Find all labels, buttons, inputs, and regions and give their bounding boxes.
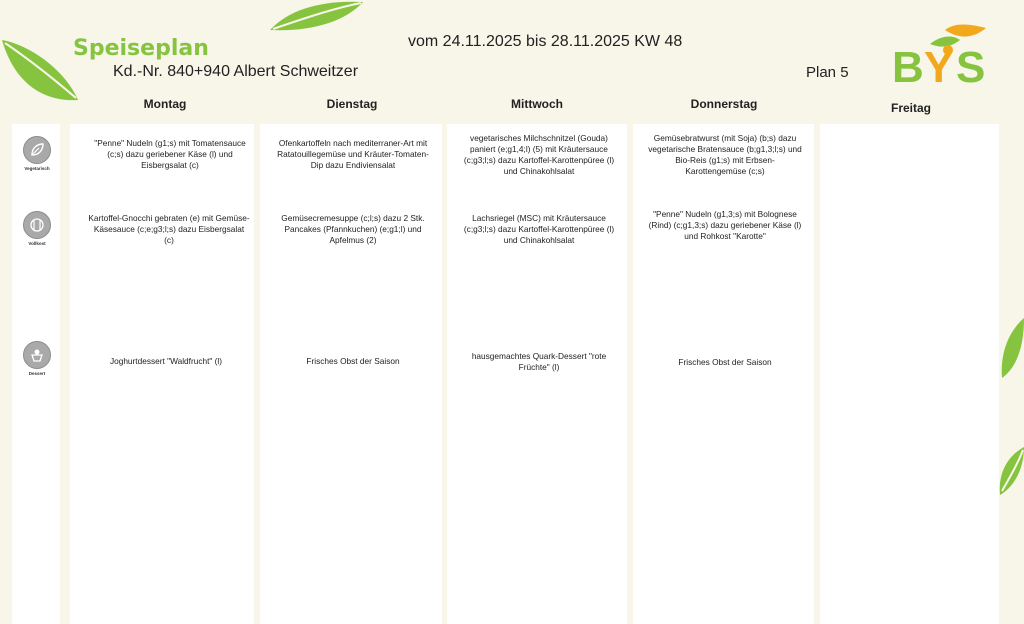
day-header-freitag: Freitag bbox=[890, 101, 931, 115]
date-range: vom 24.11.2025 bis 28.11.2025 KW 48 bbox=[408, 33, 683, 50]
page-title: Speiseplan bbox=[73, 36, 209, 61]
category-label-vegetarisch: Vegetarisch bbox=[24, 166, 50, 171]
leaf-decoration-right-2 bbox=[996, 445, 1024, 497]
column-donnerstag bbox=[633, 124, 814, 624]
dish-mittwoch-vegetarisch: vegetarisches Milchschnitzel (Gouda) paniert (e;g1,4;l) (5) mit Kräutersauce (c;g3;l;s) dazu Kartoffel-Karottenpüree (l) und Chinakohlsalat bbox=[463, 133, 615, 176]
dish-donnerstag-dessert: Frisches Obst der Saison bbox=[678, 357, 772, 367]
svg-text:B: B bbox=[892, 43, 924, 88]
day-header-mittwoch: Mittwoch bbox=[511, 97, 563, 111]
column-freitag bbox=[820, 124, 999, 624]
category-label-dessert: Dessert bbox=[28, 371, 46, 376]
dish-mittwoch-vollkost: Lachsriegel (MSC) mit Kräutersauce (c;g3;l;s) dazu Kartoffel-Karottenpüree (l) und Chinakohlsalat bbox=[463, 213, 615, 245]
svg-text:Y: Y bbox=[924, 43, 954, 88]
svg-text:S: S bbox=[956, 43, 986, 88]
dessert-icon bbox=[23, 341, 51, 369]
day-header-montag: Montag bbox=[143, 97, 187, 111]
plan-label: Plan 5 bbox=[806, 64, 849, 81]
dish-dienstag-dessert: Frisches Obst der Saison bbox=[306, 356, 400, 366]
customer-number: Kd.-Nr. 840+940 Albert Schweitzer bbox=[113, 63, 359, 80]
full-diet-icon bbox=[23, 211, 51, 239]
column-mittwoch bbox=[447, 124, 627, 624]
day-header-donnerstag: Donnerstag bbox=[690, 97, 758, 111]
dish-dienstag-vegetarisch: Ofenkartoffeln nach mediterraner-Art mit Ratatouillegemüse und Kräuter-Tomaten-Dip dazu Endiviensalat bbox=[277, 138, 429, 170]
company-logo bbox=[890, 22, 995, 88]
day-header-dienstag: Dienstag bbox=[326, 97, 378, 111]
leaf-decoration-top-left bbox=[0, 30, 80, 105]
dish-donnerstag-vegetarisch: Gemüsebratwurst (mit Soja) (b;s) dazu vegetarische Bratensauce (b;g1,3;l;s) und Bio-Reis (g1;s) mit Erbsen-Karottengemüse (c;s) bbox=[648, 133, 802, 176]
dish-dienstag-vollkost: Gemüsecremesuppe (c;l;s) dazu 2 Stk. Pancakes (Pfannkuchen) (e;g1;l) und Apfelmus (2) bbox=[281, 213, 425, 245]
dish-montag-vegetarisch: "Penne" Nudeln (g1;s) mit Tomatensauce (c;s) dazu geriebener Käse (l) und Eisbergsalat (c) bbox=[94, 138, 246, 170]
column-montag bbox=[70, 124, 254, 624]
dish-mittwoch-dessert: hausgemachtes Quark-Dessert "rote Früchte" (l) bbox=[471, 351, 607, 372]
category-label-vollkost: Vollkost bbox=[28, 241, 46, 246]
column-dienstag bbox=[260, 124, 442, 624]
vegetarian-icon bbox=[23, 136, 51, 164]
leaf-decoration-right-1 bbox=[996, 318, 1024, 380]
dish-montag-dessert: Joghurtdessert "Waldfrucht" (l) bbox=[109, 356, 223, 366]
leaf-decoration-top-center bbox=[265, 0, 365, 32]
dish-montag-vollkost: Kartoffel-Gnocchi gebraten (e) mit Gemüse-Käsesauce (c;e;g3;l;s) dazu Eisbergsalat (c) bbox=[88, 213, 250, 245]
dish-donnerstag-vollkost: "Penne" Nudeln (g1,3;s) mit Bolognese (Rind) (c;g1,3;s) dazu geriebener Käse (l) und Rohkost "Karotte" bbox=[648, 209, 802, 241]
